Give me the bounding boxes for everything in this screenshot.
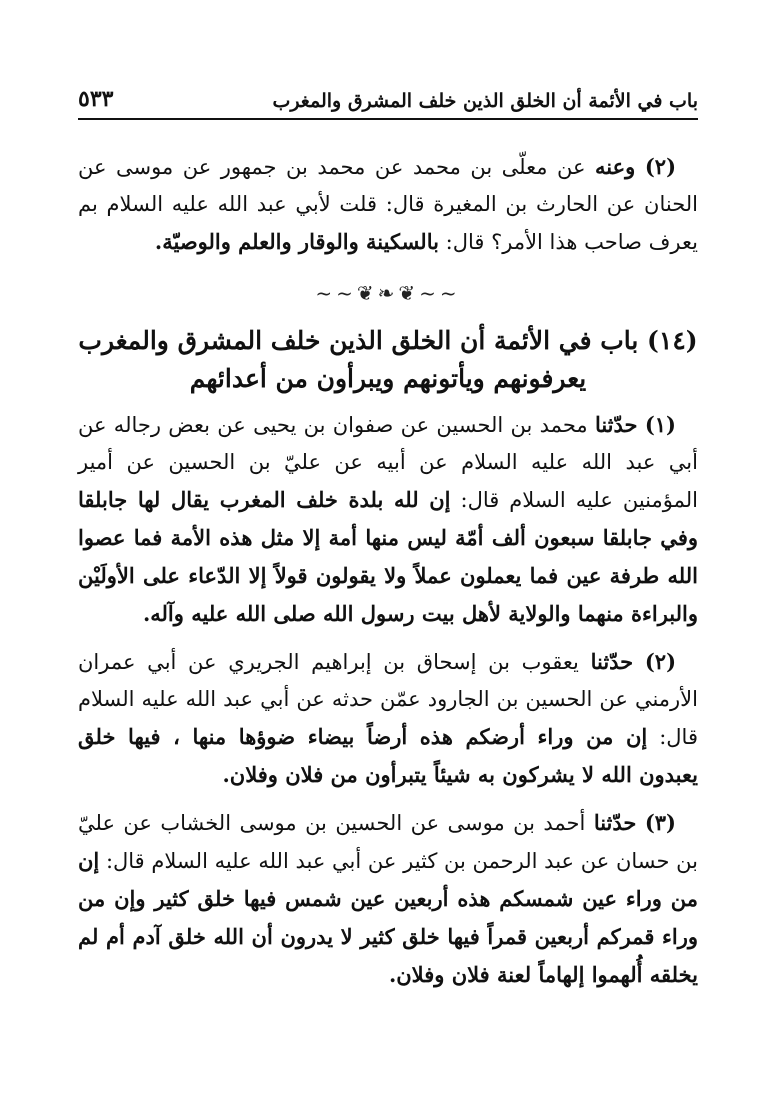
hadith-quote: إن لله بلدة خلف المغرب يقال لها جابلقا وفي جابلقا سبعون ألف أمّة ليس منها أمة إلا مثل هذه الأمة فما عصوا الله طرفة عين فما يعملون عملاً ولا يقولون قولاً إلا الدّعاء على الأولَيْن والبراءة منهما والولاية لأهل بيت رسول الله صلى الله عليه وآله. [78, 487, 698, 626]
divider-ornament: ~~❦❧❦~~ [315, 281, 461, 305]
chapter-title-line-2: يعرفونهم ويأتونهم ويبرأون من أعدائهم [189, 364, 587, 393]
hadith-number: (٣) [644, 810, 676, 835]
hadith-chain: أحمد بن موسى عن الحسين بن موسى الخشاب عن عليّ بن حسان عن عبد الرحمن بن كثير عن أبي عبد الله عليه السلام قال: [78, 811, 698, 873]
hadith-number: (٢) [644, 649, 677, 674]
page-number: ٥٣٣ [78, 86, 114, 112]
hadith-paragraph [78, 643, 698, 794]
hadith-quote: بالسكينة والوقار والعلم والوصيّة. [154, 229, 439, 254]
page-header [78, 78, 698, 120]
chapter-title [78, 322, 698, 398]
hadith-lead: حدّثنا [590, 649, 634, 674]
hadith-paragraph [78, 406, 698, 633]
hadith-quote: إن من وراء عين شمسكم هذه أربعين عين شمس فيها خلق كثير وإن من وراء قمركم أربعين قمراً فيها خلق كثير لا يدرون أن الله خلق آدم أم لم يخلقه أُلهموا إلهاماً لعنة فلان وفلان. [78, 848, 698, 987]
hadith-quote: إن من وراء أرضكم هذه أرضاً بيضاء ضوؤها منها ، فيها خلق يعبدون الله لا يشركون به شيئاً يتبرأون من فلان وفلان. [78, 724, 698, 787]
hadith-chain: عن معلّى بن محمد عن محمد بن جمهور عن موسى عن الحنان عن الحارث بن المغيرة قال: قلت لأبي عبد الله عليه السلام بم يعرف صاحب هذا الأمر؟ قال: [78, 155, 698, 254]
chapter-title-line-1: (١٤) باب في الأئمة أن الخلق الذين خلف المشرق والمغرب [78, 326, 698, 355]
hadith-paragraph [78, 804, 698, 994]
hadith-lead: وعنه [595, 154, 636, 179]
running-head: باب في الأئمة أن الخلق الذين خلف المشرق والمغرب [272, 90, 698, 112]
hadith-lead: حدّثنا [593, 810, 637, 835]
hadith-lead: حدّثنا [594, 412, 638, 437]
hadith-number: (١) [644, 412, 676, 437]
hadith-number: (٢) [644, 154, 676, 179]
hadith-chain: محمد بن الحسين عن صفوان بن يحيى عن بعض رجاله عن أبي عبد الله عليه السلام عن أبيه عن عليّ بن الحسين عن أمير المؤمنين عليه السلام قال: [78, 413, 698, 512]
page-body [78, 148, 698, 1004]
hadith-paragraph [78, 148, 698, 261]
hadith-chain: يعقوب بن إسحاق بن إبراهيم الجريري عن أبي عمران الأرمني عن الحسين بن الجارود عمّن حدثه عن أبي عبد الله عليه السلام قال: [78, 650, 698, 749]
